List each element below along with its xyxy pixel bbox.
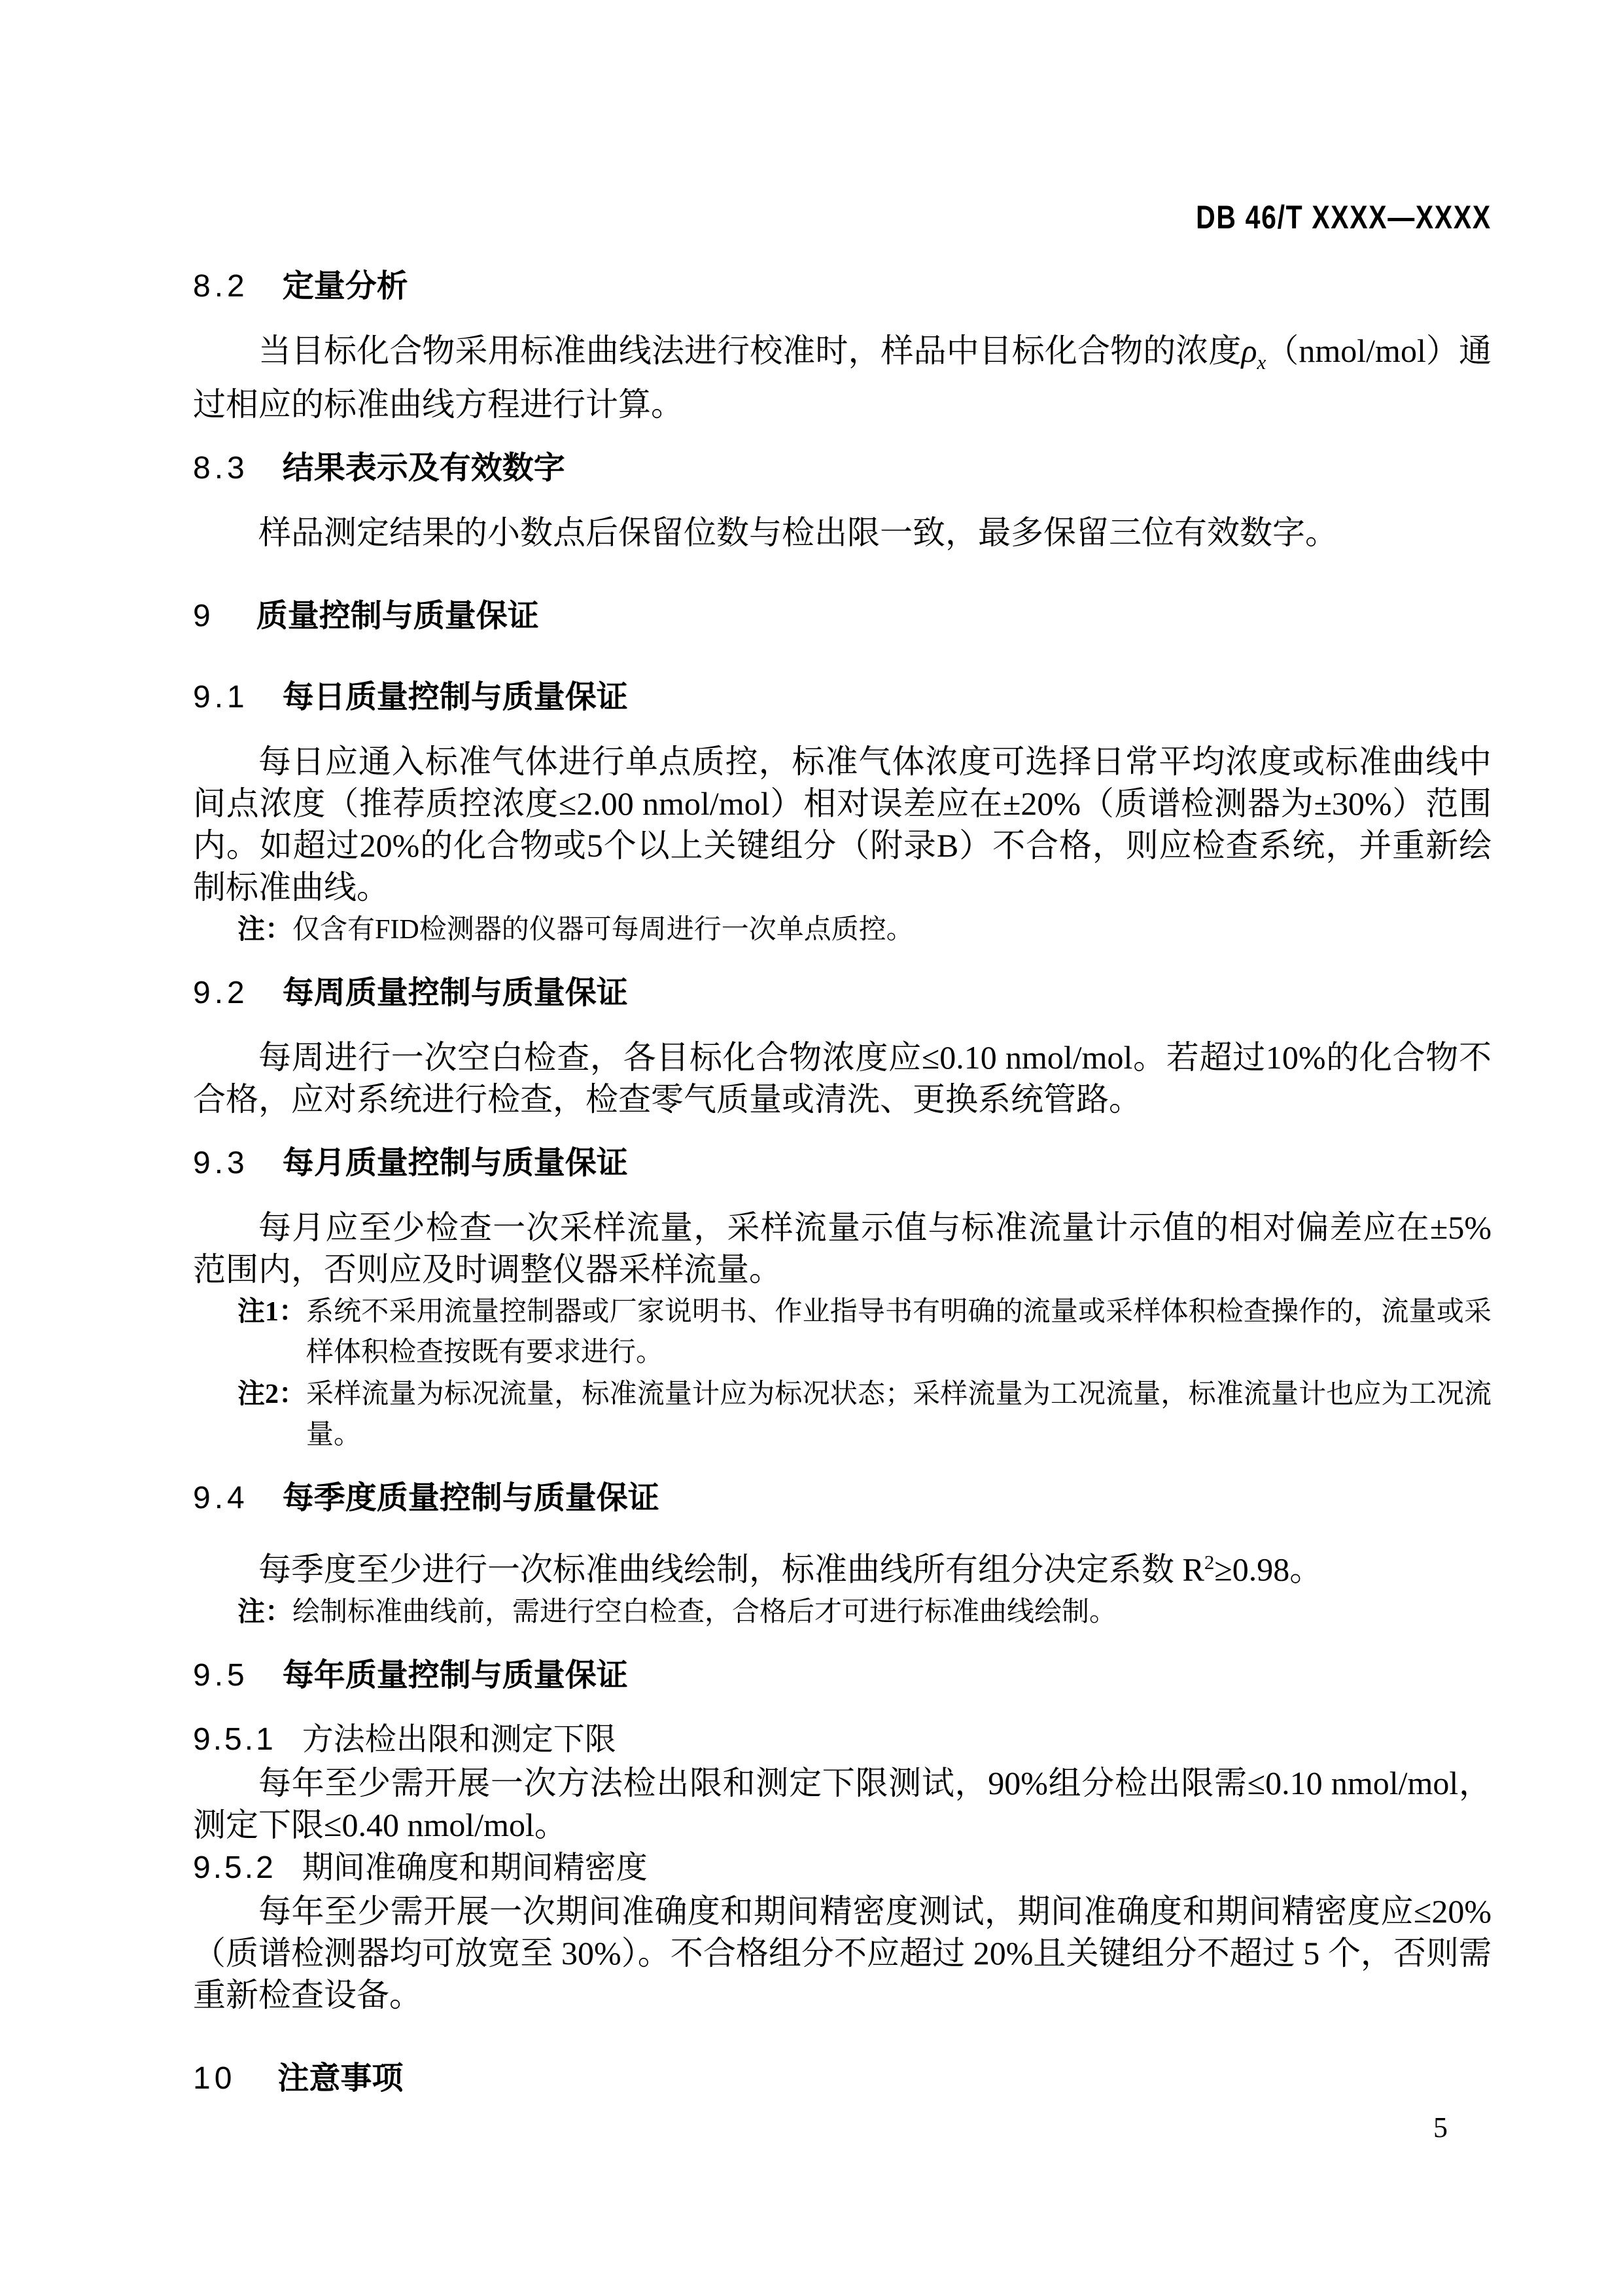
heading-number: 9.1 bbox=[193, 680, 249, 715]
heading-8-2 bbox=[193, 266, 1492, 308]
heading-9-1 bbox=[193, 677, 1492, 718]
heading-10 bbox=[193, 2058, 1492, 2100]
heading-title: 结果表示及有效数字 bbox=[282, 451, 565, 486]
heading-number: 8.2 bbox=[193, 269, 249, 304]
heading-number: 9.5.2 bbox=[193, 1850, 276, 1885]
paragraph-9-4 bbox=[193, 1542, 1492, 1591]
note-text: 仅含有FID检测器的仪器可每周进行一次单点质控。 bbox=[292, 915, 914, 945]
heading-title: 定量分析 bbox=[282, 269, 408, 304]
note-label: 注2： bbox=[237, 1379, 307, 1409]
heading-9-3 bbox=[193, 1142, 1492, 1184]
note-label: 注1： bbox=[237, 1297, 307, 1327]
heading-title: 每日质量控制与质量保证 bbox=[282, 680, 628, 715]
page-number: 5 bbox=[1433, 2111, 1448, 2144]
paragraph-text: 当目标化合物采用标准曲线法进行校准时，样品中目标化合物的浓度 bbox=[258, 332, 1242, 369]
heading-title: 每周质量控制与质量保证 bbox=[282, 976, 628, 1010]
paragraph-8-3: 样品测定结果的小数点后保留位数与检出限一致，最多保留三位有效数字。 bbox=[258, 514, 1338, 551]
heading-number: 9 bbox=[193, 599, 215, 633]
heading-number: 8.3 bbox=[193, 451, 249, 486]
heading-title: 每月质量控制与质量保证 bbox=[282, 1146, 628, 1180]
paragraph-9-3: 每月应至少检查一次采样流量，采样流量示值与标准流量计示值的相对偏差应在±5%范围内，否则应及时调整仪器采样流量。 bbox=[193, 1209, 1492, 1288]
heading-number: 9.3 bbox=[193, 1146, 249, 1180]
heading-9-5-1 bbox=[193, 1719, 1492, 1761]
note-9-1 bbox=[237, 910, 1492, 950]
heading-number: 9.2 bbox=[193, 976, 249, 1010]
paragraph-9-2: 每周进行一次空白检查，各目标化合物浓度应≤0.10 nmol/mol。若超过10%的化合物不合格，应对系统进行检查，检查零气质量或清洗、更换系统管路。 bbox=[193, 1039, 1492, 1118]
note-text: 绘制标准曲线前，需进行空白检查，合格后才可进行标准曲线绘制。 bbox=[292, 1597, 1117, 1627]
page-footer bbox=[1433, 2108, 1448, 2147]
heading-9-5-2 bbox=[193, 1847, 1492, 1889]
paragraph-9-5-1: 每年至少需开展一次方法检出限和测定下限测试，90%组分检出限需≤0.10 nmol/mol，测定下限≤0.40 nmol/mol。 bbox=[193, 1764, 1492, 1843]
heading-number: 9.5 bbox=[193, 1657, 249, 1693]
paragraph-text: 每季度至少进行一次标准曲线绘制，标准曲线所有组分决定系数 R bbox=[258, 1551, 1204, 1588]
document-code: DB 46/T XXXX—XXXX bbox=[1196, 199, 1492, 236]
paragraph-text: ≥0.98。 bbox=[1214, 1551, 1323, 1588]
paragraph-8-2 bbox=[193, 330, 1492, 425]
note-text: 采样流量为标况流量，标准流量计应为标况状态；采样流量为工况流量，标准流量计也应为工况流量。 bbox=[306, 1379, 1492, 1450]
paragraph-9-1: 每日应通入标准气体进行单点质控，标准气体浓度可选择日常平均浓度或标准曲线中间点浓度（推荐质控浓度≤2.00 nmol/mol）相对误差应在±20%（质谱检测器为±30%）范围内。如超过20%的化合物或5个以上关键组分（附录B）不合格，则应检查系统，并重新绘制标准曲线。 bbox=[193, 743, 1492, 906]
greek-rho-symbol: ρ bbox=[1241, 332, 1257, 369]
paragraph-text: （nmol/mol）通过相应的标准曲线方程进行计算。 bbox=[193, 332, 1492, 423]
heading-title: 注意事项 bbox=[277, 2060, 404, 2096]
note-text: 系统不采用流量控制器或厂家说明书、作业指导书有明确的流量或采样体积检查操作的，流量或采样体积检查按既有要求进行。 bbox=[306, 1297, 1492, 1368]
r-squared-superscript: 2 bbox=[1204, 1551, 1215, 1574]
note-9-4 bbox=[237, 1592, 1492, 1633]
page-header bbox=[193, 196, 1492, 238]
heading-9-5 bbox=[193, 1655, 1492, 1697]
heading-9 bbox=[193, 595, 1492, 637]
document-content bbox=[193, 196, 1492, 2100]
heading-9-4 bbox=[193, 1477, 1492, 1519]
heading-8-3 bbox=[193, 448, 1492, 489]
heading-number: 10 bbox=[193, 2060, 236, 2096]
heading-title: 每年质量控制与质量保证 bbox=[282, 1657, 628, 1693]
rho-subscript: x bbox=[1257, 351, 1266, 374]
heading-title: 每季度质量控制与质量保证 bbox=[282, 1481, 659, 1515]
note-label: 注： bbox=[237, 1597, 293, 1627]
heading-title: 质量控制与质量保证 bbox=[256, 599, 539, 633]
heading-title: 期间准确度和期间精密度 bbox=[302, 1850, 648, 1885]
note-9-3-2 bbox=[237, 1374, 1492, 1455]
heading-number: 9.4 bbox=[193, 1481, 249, 1515]
heading-number: 9.5.1 bbox=[193, 1722, 276, 1757]
paragraph-9-5-2: 每年至少需开展一次期间准确度和期间精密度测试，期间准确度和期间精密度应≤20%（质谱检测器均可放宽至 30%）。不合格组分不应超过 20%且关键组分不超过 5 个，否则需重新检查设备。 bbox=[193, 1892, 1492, 2013]
note-label: 注： bbox=[237, 915, 293, 945]
note-9-3-1 bbox=[237, 1292, 1492, 1373]
heading-9-2 bbox=[193, 972, 1492, 1014]
heading-title: 方法检出限和测定下限 bbox=[302, 1722, 616, 1757]
